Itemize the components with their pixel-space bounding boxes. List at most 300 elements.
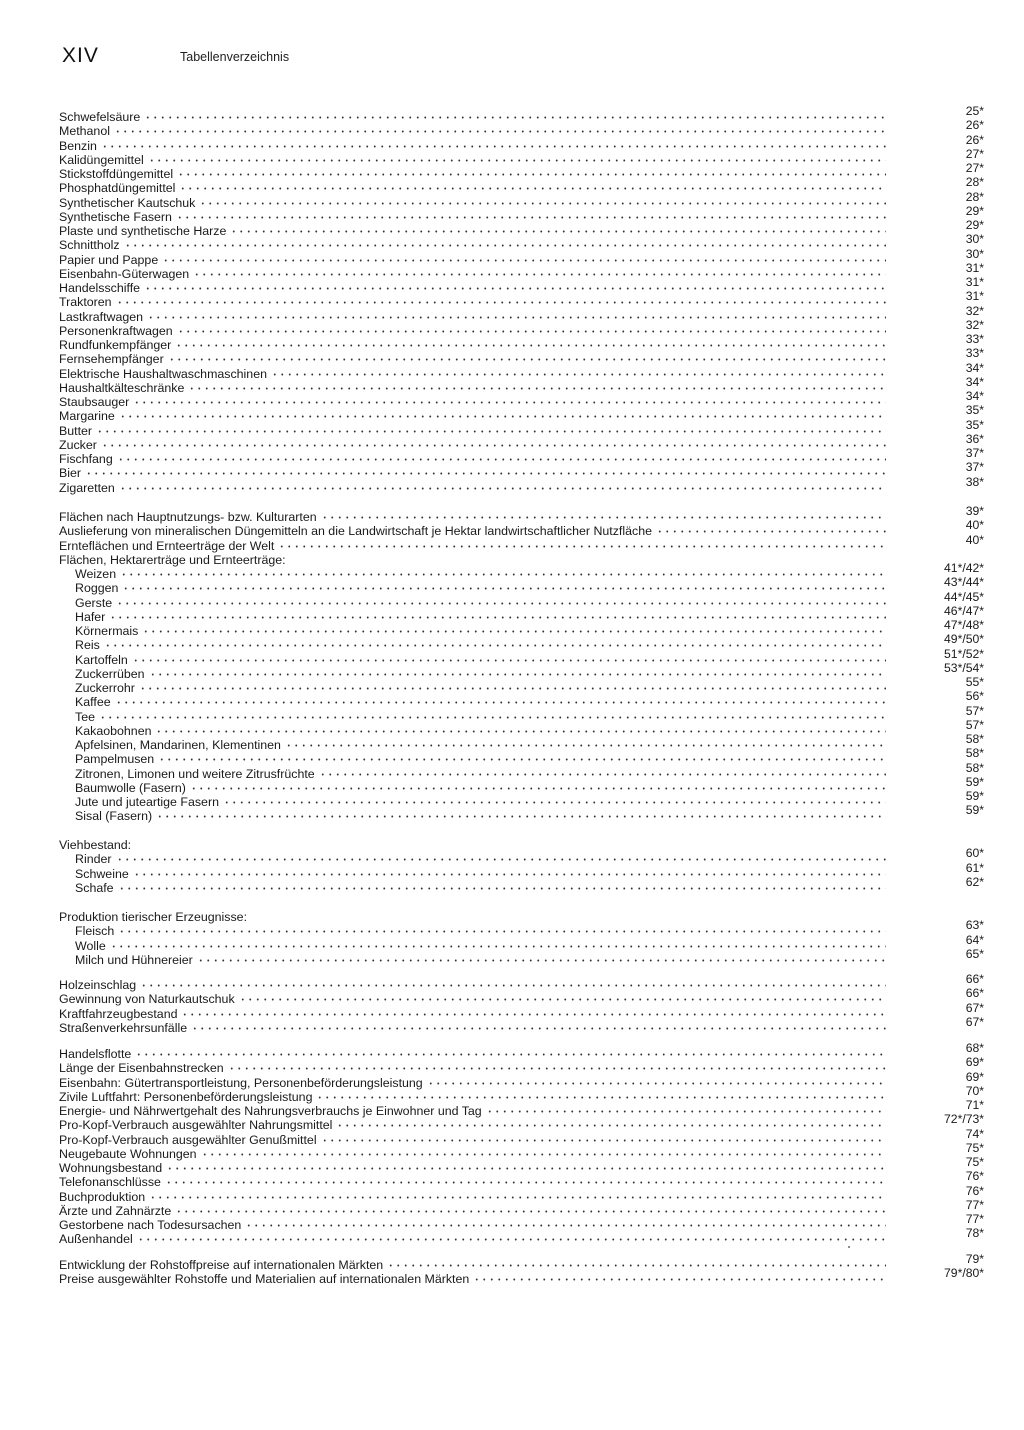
dot-leader [199, 200, 886, 207]
toc-page-number: 40* [965, 532, 984, 547]
toc-page-number: 57* [965, 717, 984, 732]
toc-entry [75, 632, 984, 653]
toc-page-number: 43*/44* [944, 575, 984, 590]
dot-leader [124, 242, 886, 249]
toc-page-number: 40* [965, 518, 984, 533]
toc-page-number: 59* [965, 803, 984, 818]
toc-entry [59, 431, 984, 452]
toc-page-number: 32* [965, 317, 984, 332]
toc-entry [59, 417, 984, 438]
toc-page-number: 65* [965, 946, 984, 961]
toc-entry [59, 1266, 984, 1287]
toc-entry-label: Gerste [75, 595, 113, 610]
toc-entry-label: Staubsauger [59, 395, 130, 409]
toc-entry-label: Kakaobohnen [75, 723, 152, 738]
toc-entry-label: Zivile Luftfahrt: Personenbeförderungsleistung [59, 1089, 313, 1104]
dot-leader [117, 456, 886, 463]
toc-page-number: 76* [965, 1183, 984, 1198]
toc-entry [59, 474, 984, 495]
toc-page-number: 56* [965, 689, 984, 704]
toc-entry-label: Entwicklung der Rohstoffpreise auf internationalen Märkten [59, 1258, 384, 1272]
toc-entry [59, 118, 984, 139]
dot-leader [223, 799, 886, 806]
dot-leader [85, 470, 886, 477]
toc-entry [59, 317, 984, 338]
toc-entry [59, 518, 984, 539]
toc-entry-label: Pro-Kopf-Verbrauch ausgewählter Genußmittel [59, 1132, 317, 1147]
toc-entry-label: Baumwolle (Fasern) [75, 780, 186, 795]
toc-page-number: 35* [965, 417, 984, 432]
dot-leader [147, 314, 886, 321]
dot-leader [115, 699, 886, 706]
toc-page-number: 77* [965, 1197, 984, 1212]
toc-entry [59, 189, 984, 210]
toc-entry [59, 146, 984, 167]
toc-entry [59, 1083, 984, 1104]
toc-entry-label: Handelsflotte [59, 1047, 132, 1061]
toc-entry [75, 946, 984, 967]
toc-entry-label: Wohnungsbestand [59, 1161, 163, 1175]
toc-entry [75, 774, 984, 795]
toc-entry-label: Preise ausgewählter Rohstoffe und Materialien auf internationalen Märkten [59, 1272, 470, 1287]
toc-entry-label: Tee [75, 709, 95, 724]
dot-leader [109, 614, 886, 621]
dot-leader [149, 1194, 886, 1201]
toc-entry-label: Kaffee [75, 695, 111, 710]
toc-entry-label: Stickstoffdüngemittel [59, 167, 174, 181]
toc-entry-label: Eisenbahn: Gütertransportleistung, Personenbeförderungsleistung [59, 1075, 423, 1090]
toc-page-number: 34* [965, 389, 984, 403]
running-title: Tabellenverzeichnis [180, 50, 290, 64]
toc-entry-label: Auslieferung von mineralischen Düngemitteln an die Landwirtschaft je Hektar landwirtschaftlicher Nutzfläche [59, 524, 652, 539]
dot-leader [271, 371, 886, 378]
toc-entry-label: Neugebaute Wohnungen [59, 1146, 197, 1161]
toc-entry-label: Kalidüngemittel [59, 152, 144, 167]
toc-entry-label: Sisal (Fasern) [75, 809, 153, 824]
dot-leader [118, 885, 886, 892]
dot-leader [285, 742, 886, 749]
toc-entry-label: Holzeinschlag [59, 978, 137, 992]
toc-entry-label: Kraftfahrzeugbestand [59, 1006, 178, 1021]
dot-leader [166, 1165, 886, 1172]
toc-entry-label: Straßenverkehrsunfälle [59, 1020, 188, 1035]
toc-entry-label: Roggen [75, 581, 119, 596]
toc-page-number: 33* [965, 332, 984, 346]
toc-page-number: 44*/45* [944, 589, 984, 604]
dot-leader [99, 714, 886, 721]
toc-entry-label: Personenkraftwagen [59, 323, 173, 338]
dot-leader [321, 1137, 886, 1144]
toc-entry [59, 1155, 984, 1175]
scan-speck [848, 1246, 850, 1248]
dot-leader [176, 214, 886, 221]
toc-page-number: 51*/52* [944, 646, 984, 661]
toc-page-number: 58* [965, 732, 984, 746]
toc-page-number: 32* [965, 303, 984, 318]
dot-leader [110, 943, 886, 950]
toc-page-number: 28* [965, 175, 984, 190]
toc-page-number: 79*/80* [944, 1266, 984, 1281]
dot-leader [116, 856, 886, 863]
dot-leader [119, 413, 886, 420]
toc-entry-label: Lastkraftwagen [59, 309, 144, 324]
dot-leader [387, 1262, 886, 1269]
toc-page-number: 28* [965, 189, 984, 204]
dot-leader [181, 1011, 886, 1018]
dot-leader [319, 771, 886, 778]
toc-page-number: 67* [965, 1000, 984, 1015]
toc-entry [75, 717, 984, 738]
dot-leader [179, 185, 886, 192]
toc-entry [59, 389, 984, 409]
dot-leader [190, 785, 886, 792]
toc-entry-label: Schweine [75, 866, 129, 881]
toc-entry [75, 932, 984, 953]
toc-page-number: 63* [965, 918, 984, 933]
toc-page-number: 69* [965, 1055, 984, 1070]
toc-entry [59, 1041, 984, 1061]
dot-leader [132, 657, 886, 664]
toc-entry [75, 618, 984, 638]
toc-page-number: 25* [965, 104, 984, 118]
toc-page-number: 61* [965, 860, 984, 875]
toc-entry-label: Bier [59, 466, 82, 481]
toc-entry [59, 1226, 984, 1247]
toc-page-number: 49*/50* [944, 632, 984, 647]
toc-entry-label: Energie- und Nährwertgehalt des Nahrungsverbrauchs je Einwohner und Tag [59, 1104, 482, 1118]
toc-page-number: 31* [965, 289, 984, 304]
dot-leader [473, 1276, 886, 1283]
dot-leader [201, 1151, 886, 1158]
toc-entry-label: Pro-Kopf-Verbrauch ausgewählter Nahrungsmittel [59, 1118, 333, 1133]
dot-leader [486, 1108, 886, 1115]
toc-entry [59, 1197, 984, 1218]
toc-entry [59, 260, 984, 281]
toc-entry [75, 789, 984, 809]
toc-entry-label: Synthetischer Kautschuk [59, 195, 196, 210]
dot-leader [149, 671, 886, 678]
toc-entry [59, 303, 984, 324]
dot-leader [101, 143, 886, 150]
toc-entry [59, 403, 984, 424]
toc-entry-label: Eisenbahn-Güterwagen [59, 266, 190, 281]
toc-page-number: 59* [965, 774, 984, 789]
toc-entry-label: Länge der Eisenbahnstrecken [59, 1061, 224, 1076]
toc-page-number: 60* [965, 846, 984, 861]
toc-entry-label: Pampelmusen [75, 752, 155, 767]
toc-page-number: 47*/48* [944, 618, 984, 632]
toc-entry [59, 1098, 984, 1118]
toc-page-number: 26* [965, 118, 984, 133]
toc-page-number: 79* [965, 1252, 984, 1266]
toc-page-number: 71* [965, 1098, 984, 1112]
toc-page-number: 78* [965, 1226, 984, 1241]
toc-entry-label: Zucker [59, 437, 97, 452]
toc-entry [59, 986, 984, 1007]
toc-entry [59, 275, 984, 295]
toc-entry-label: Gestorbene nach Todesursachen [59, 1218, 242, 1232]
toc-page-number: 74* [965, 1126, 984, 1141]
toc-entry-label: Apfelsinen, Mandarinen, Klementinen [75, 738, 281, 752]
dot-leader [228, 1065, 886, 1072]
toc-entry [59, 532, 984, 553]
toc-entry [59, 1183, 984, 1204]
toc-page-number: 38* [965, 474, 984, 489]
toc-entry-label: Synthetische Fasern [59, 209, 172, 224]
toc-page-number: 53*/54* [944, 660, 984, 675]
toc-page-number: 75* [965, 1140, 984, 1155]
toc-entry [75, 860, 984, 881]
toc-page-number: 55* [965, 675, 984, 689]
toc-entry-label: Phosphatdüngemittel [59, 181, 176, 196]
dot-leader [193, 271, 886, 278]
toc-page-number: 34* [965, 374, 984, 389]
toc-entry [75, 589, 984, 610]
toc-entry [59, 1126, 984, 1147]
toc-entry [59, 360, 984, 381]
dot-leader [140, 982, 886, 989]
toc-entry [75, 660, 984, 681]
toc-entry-label: Papier und Pappe [59, 252, 159, 267]
toc-page-number: 75* [965, 1155, 984, 1169]
toc-entry [59, 1000, 984, 1021]
toc-entry-label: Milch und Hühnereier [75, 952, 193, 967]
toc-page-number: 58* [965, 760, 984, 775]
toc-entry [75, 803, 984, 824]
toc-entry [59, 232, 984, 253]
toc-entry [59, 346, 984, 367]
toc-page-number: 77* [965, 1212, 984, 1226]
toc-entry-label: Zuckerrüben [75, 666, 145, 681]
toc-entry-label: Rundfunkempfänger [59, 338, 172, 352]
dot-leader [245, 1222, 886, 1229]
toc-entry-label: Traktoren [59, 295, 112, 310]
toc-entry-label: Reis [75, 638, 100, 653]
toc-entry [59, 289, 984, 310]
toc-entry [59, 460, 984, 481]
dot-leader [144, 285, 886, 292]
toc-entry-label: Flächen nach Hauptnutzungs- bzw. Kulturarten [59, 510, 317, 524]
dot-leader [177, 171, 886, 178]
toc-entry-label: Kartoffeln [75, 652, 128, 667]
dot-leader [142, 628, 886, 635]
dot-leader [175, 1208, 886, 1215]
dot-leader [135, 1051, 886, 1058]
toc-entry [75, 732, 984, 752]
toc-entry-label: Körnermais [75, 624, 139, 638]
toc-entry-label: Buchproduktion [59, 1189, 146, 1204]
toc-entry-label: Methanol [59, 124, 110, 139]
dot-leader [162, 257, 886, 264]
toc-page-number: 41*/42* [944, 561, 984, 575]
dot-leader [427, 1080, 886, 1087]
toc-entry [59, 332, 984, 352]
toc-entry-label: Schnittholz [59, 238, 120, 253]
toc-page-number: 70* [965, 1083, 984, 1098]
toc-page-number: 29* [965, 203, 984, 218]
dot-leader [188, 385, 886, 392]
toc-entry [75, 646, 984, 667]
toc-entry-label: Zitronen, Limonen und weitere Zitrusfrüchte [75, 766, 315, 781]
toc-entry [59, 161, 984, 181]
toc-page-number: 69* [965, 1069, 984, 1084]
toc-entry [59, 972, 984, 992]
toc-page-number: 68* [965, 1041, 984, 1055]
toc-entry-label: Zuckerrohr [75, 681, 135, 695]
dot-leader [239, 996, 886, 1003]
dot-leader [133, 399, 886, 406]
dot-leader [137, 1236, 886, 1243]
toc-entry-label: Handelsschiffe [59, 281, 141, 295]
toc-entry-label: Produktion tierischer Erzeugnisse: [59, 910, 248, 924]
toc-entry-label: Margarine [59, 409, 115, 424]
toc-page-number: 46*/47* [944, 603, 984, 618]
toc-page-number: 30* [965, 246, 984, 261]
toc-page-number: 59* [965, 789, 984, 803]
toc-entry-label: Viehbestand: [59, 838, 132, 852]
toc-entry-label: Elektrische Haushaltwaschmaschinen [59, 366, 267, 381]
toc-entry-label: Zigaretten [59, 480, 115, 495]
toc-page-number: 31* [965, 260, 984, 275]
toc-entry-label: Fischfang [59, 452, 113, 466]
dot-leader [116, 600, 886, 607]
toc-entry [59, 1212, 984, 1232]
toc-entry-label: Flächen, Hektarerträge und Ernteerträge: [59, 552, 286, 567]
dot-leader [177, 328, 886, 335]
toc-page-number: 62* [965, 874, 984, 889]
toc-entry-label: Hafer [75, 609, 106, 624]
toc-page-number: 36* [965, 431, 984, 446]
toc-entry-label: Schwefelsäure [59, 110, 141, 124]
toc-entry [75, 918, 984, 939]
toc-entry [59, 1055, 984, 1076]
toc-entry-label: Ernteflächen und Ernteerträge der Welt [59, 538, 275, 553]
dot-leader [156, 813, 886, 820]
toc-page-number: 64* [965, 932, 984, 947]
dot-leader [175, 342, 886, 349]
toc-entry [59, 1169, 984, 1190]
toc-entry [59, 1140, 984, 1161]
dot-leader [656, 528, 886, 535]
toc-entry-label: Haushaltkälteschränke [59, 380, 185, 395]
toc-entry [75, 689, 984, 710]
toc-page-number: 37* [965, 460, 984, 475]
dot-leader [139, 685, 886, 692]
dot-leader [165, 1179, 886, 1186]
toc-page-number: 30* [965, 232, 984, 247]
toc-entry [75, 575, 984, 596]
toc-entry [59, 132, 984, 153]
toc-page-number: 66* [965, 986, 984, 1001]
toc-page-number: 29* [965, 218, 984, 232]
toc-entry [75, 603, 984, 624]
toc-page-number: 72*/73* [944, 1112, 984, 1127]
dot-leader [144, 114, 886, 121]
toc-entry [59, 1069, 984, 1090]
toc-page-number: 66* [965, 972, 984, 986]
dot-leader [168, 356, 886, 363]
toc-page-number: 27* [965, 146, 984, 161]
dot-leader [316, 1094, 886, 1101]
toc-entry-label: Außenhandel [59, 1232, 133, 1247]
toc-entry [59, 175, 984, 196]
toc-page-number: 58* [965, 746, 984, 761]
toc-entry [59, 104, 984, 124]
toc-page-number: 27* [965, 161, 984, 175]
toc-page-number: 34* [965, 360, 984, 375]
toc-entry-label: Gewinnung von Naturkautschuk [59, 992, 235, 1007]
toc-page-number: 39* [965, 504, 984, 518]
dot-leader [101, 442, 886, 449]
toc-entry [59, 1112, 984, 1133]
dot-leader [104, 642, 886, 649]
toc-page-number: 35* [965, 403, 984, 418]
toc-page-number: 57* [965, 703, 984, 718]
toc-entry-label: Fleisch [75, 924, 115, 939]
toc-entry-label: Telefonanschlüsse [59, 1175, 161, 1190]
toc-entry [75, 675, 984, 695]
toc-entry [75, 746, 984, 767]
dot-leader [96, 428, 886, 435]
dot-leader [191, 1025, 886, 1032]
toc-page-number: 67* [965, 1014, 984, 1029]
dot-leader [155, 728, 886, 735]
dot-leader [133, 871, 886, 878]
toc-entry-label: Fernsehempfänger [59, 352, 164, 367]
toc-page-number: 37* [965, 446, 984, 460]
toc-page-number: 33* [965, 346, 984, 361]
dot-leader [148, 157, 886, 164]
dot-leader [118, 928, 886, 935]
dot-leader [278, 543, 886, 550]
toc-entry-label: Ärzte und Zahnärzte [59, 1203, 172, 1218]
dot-leader [197, 957, 886, 964]
toc-entry [75, 760, 984, 781]
dot-leader [230, 228, 886, 235]
toc-entry [59, 1252, 984, 1272]
toc-entry [75, 846, 984, 867]
dot-leader [122, 585, 886, 592]
toc-entry [59, 374, 984, 395]
toc-page-number: 26* [965, 132, 984, 147]
dot-leader [336, 1122, 886, 1129]
toc-page-number: 76* [965, 1169, 984, 1184]
toc-entry [59, 1014, 984, 1035]
dot-leader [119, 485, 886, 492]
toc-entry [59, 246, 984, 267]
dot-leader [116, 299, 886, 306]
toc-entry-label: Plaste und synthetische Harze [59, 224, 227, 238]
toc-entry [59, 504, 984, 524]
dot-leader [120, 571, 886, 578]
toc-entry-label: Butter [59, 423, 93, 438]
toc-entry [75, 703, 984, 724]
toc-entry [59, 218, 984, 238]
toc-entry-label: Jute und juteartige Fasern [75, 795, 219, 809]
toc-entry-label: Schafe [75, 880, 114, 895]
dot-leader [321, 514, 886, 521]
toc-entry-label: Wolle [75, 938, 106, 953]
toc-entry [75, 874, 984, 895]
dot-leader [114, 128, 886, 135]
toc-entry [59, 203, 984, 224]
toc-entry-label: Weizen [75, 567, 117, 581]
page-number-roman: XIV [62, 44, 99, 67]
toc-entry-label: Benzin [59, 138, 97, 153]
toc-entry-label: Rinder [75, 852, 112, 867]
toc-entry [75, 561, 984, 581]
toc-page-number: 31* [965, 275, 984, 289]
